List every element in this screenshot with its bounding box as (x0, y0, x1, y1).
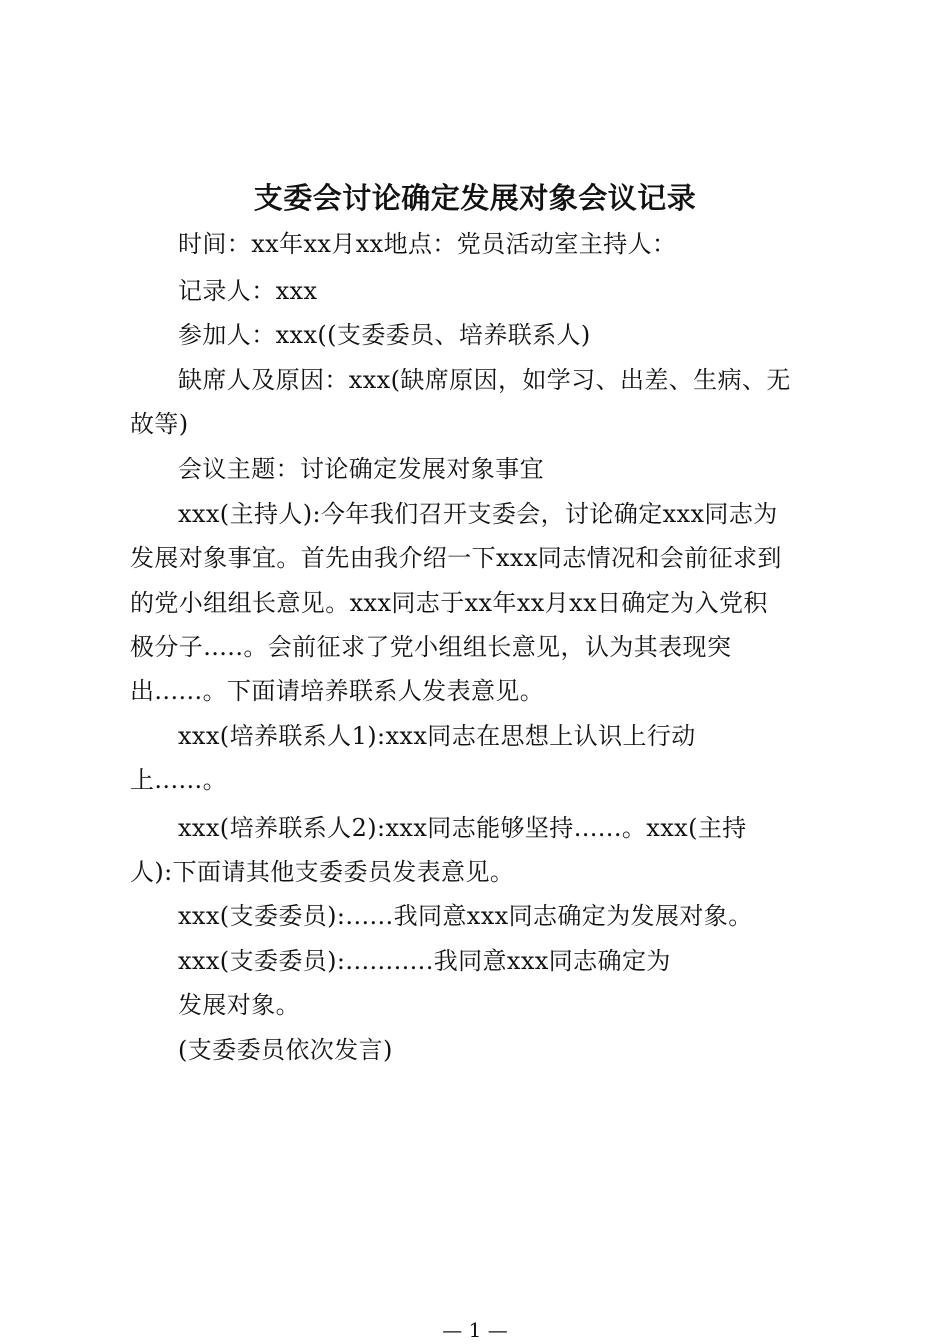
meeting-time-line: 时间：xx年xx月xx地点：党员活动室主持人： (178, 230, 677, 258)
recorder-line: 记录人：xxx (178, 277, 318, 305)
host-speech-line: xxx(主持人):今年我们召开支委会，讨论确定xxx同志为 (178, 500, 778, 528)
speaking-order-note: (支委委员依次发言) (178, 1036, 393, 1064)
attendees-line: 参加人：xxx((支委委员、培养联系人) (178, 321, 591, 349)
page-number: — 1 — (442, 1318, 508, 1342)
meeting-topic-line: 会议主题：讨论确定发展对象事宜 (178, 455, 544, 483)
document-title: 支委会讨论确定发展对象会议记录 (253, 181, 697, 215)
host-speech-line: 发展对象事宜。首先由我介绍一下xxx同志情况和会前征求到 (130, 544, 782, 572)
contact-person-1-line: 上......。 (130, 766, 227, 794)
committee-member-line: xxx(支委委员):...........我同意xxx同志确定为 (178, 947, 671, 975)
contact-person-2-line: 人):下面请其他支委委员发表意见。 (130, 858, 515, 886)
absentees-line: 缺席人及原因：xxx(缺席原因，如学习、出差、生病、无 (178, 366, 791, 394)
host-speech-line: 极分子.....。会前征求了党小组组长意见，认为其表现突 (130, 633, 732, 661)
contact-person-2-line: xxx(培养联系人2):xxx同志能够坚持......。xxx(主持 (178, 814, 747, 842)
absentees-line-cont: 故等) (130, 410, 189, 438)
contact-person-1-line: xxx(培养联系人1):xxx同志在思想上认识上行动 (178, 722, 696, 750)
host-speech-line: 出......。下面请培养联系人发表意见。 (130, 677, 545, 705)
committee-member-line: 发展对象。 (178, 991, 300, 1019)
host-speech-line: 的党小组组长意见。xxx同志于xx年xx月xx日确定为入党积 (130, 589, 768, 617)
committee-member-line: xxx(支委委员):......我同意xxx同志确定为发展对象。 (178, 902, 753, 930)
